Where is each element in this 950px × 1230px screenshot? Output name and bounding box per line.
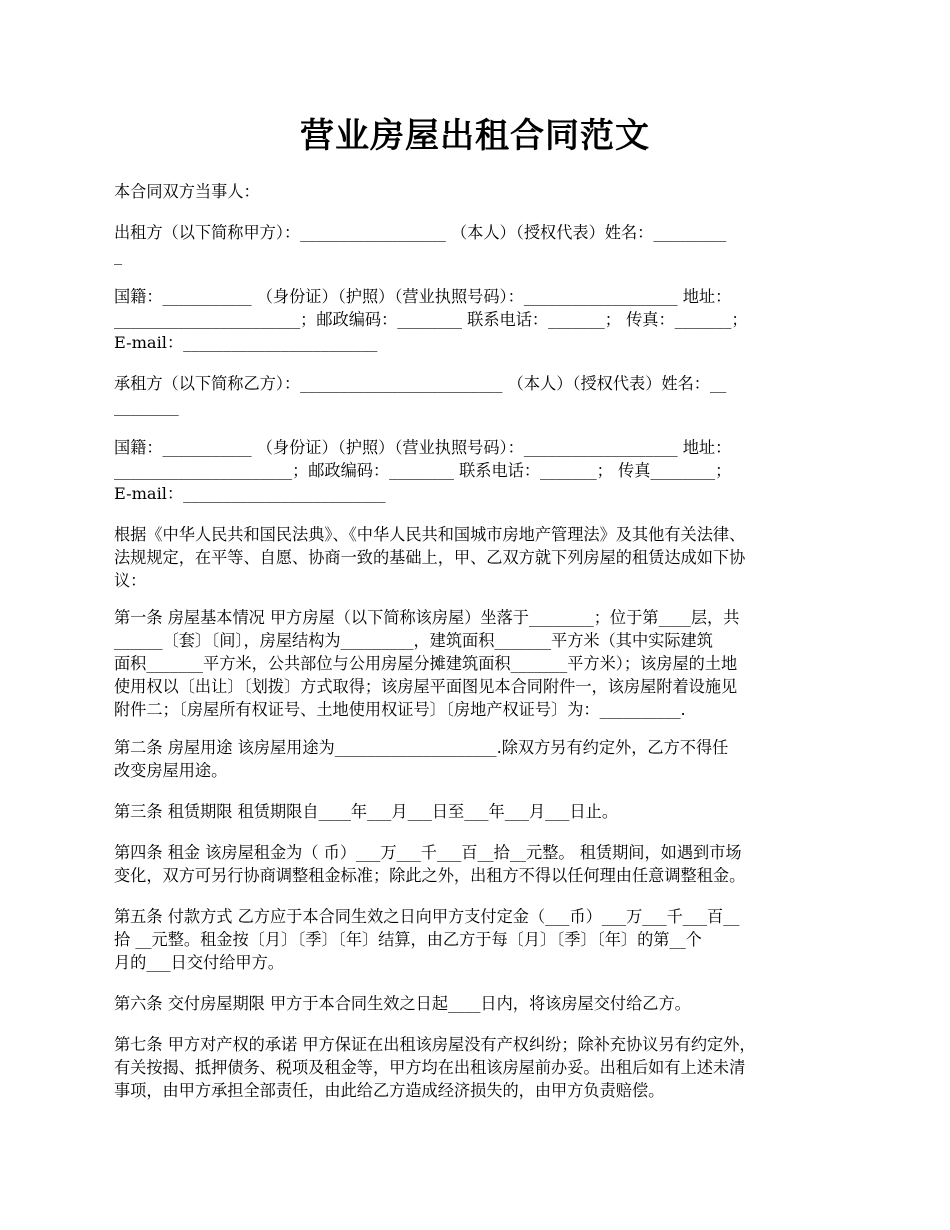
clause-2-property-use: 第二条 房屋用途 该房屋用途为____________________.除双方另有约定外，乙方不得任 改变房屋用途。 — [114, 738, 729, 780]
paragraph-lessor: 出租方（以下简称甲方）：__________________ （本人）（授权代表）姓名：_________ _ — [114, 223, 727, 265]
clause-6-delivery: 第六条 交付房屋期限 甲方于本合同生效之日起____日内，将该房屋交付给乙方。 — [114, 994, 691, 1013]
clause-4-rent: 第四条 租金 该房屋租金为（ 币）___万___千___百__拾__元整。 租赁期间，如遇到市场 变化，双方可另行协商调整租金标准；除此之外，出租方不得以任何理由任意调整租金。 — [114, 843, 746, 885]
clause-5-payment: 第五条 付款方式 乙方应于本合同生效之日向甲方支付定金（___币）___万___千___百__ 拾 __元整。租金按〔月〕〔季〕〔年〕结算，由乙方于每〔月〕〔季〕〔年〕的第__个 月的___日交付给甲方。 — [114, 907, 740, 972]
paragraph-lessee: 承租方（以下简称乙方）：_________________________ （本人）（授权代表）姓名：__ ________ — [114, 374, 727, 416]
clause-3-lease-term: 第三条 租赁期限 租赁期限自____年___月___日至___年___月___日止。 — [114, 802, 619, 821]
paragraph-lessor-details: 国籍：___________ （身份证）（护照）（营业执照号码）：___________________ 地址： _______________________；邮政编码：________ 联系电话：_______； 传真：_______； E-mail：________________________ — [114, 287, 748, 352]
clause-7-title-warranty: 第七条 甲方对产权的承诺 甲方保证在出租该房屋没有产权纠纷；除补充协议另有约定外， 有关按揭、抵押债务、税项及租金等，甲方均在出租该房屋前办妥。出租后如有上述未清 事项，由甲方承担全部责任，由此给乙方造成经济损失的，由甲方负责赔偿。 — [114, 1035, 756, 1100]
clause-1-property-info: 第一条 房屋基本情况 甲方房屋（以下简称该房屋）坐落于________；位于第____层，共 ______〔套〕〔间〕，房屋结构为_________，建筑面积_______平方米（其中实际建筑 面积_______平方米，公共部位与公用房屋分摊建筑面积_______平方米）；该房屋的土地 使用权以〔出让〕〔划拨〕方式取得；该房屋平面图见本合同附件一，该房屋附着设施见 附件二；〔房屋所有权证号、土地使用权证号〕〔房地产权证号〕为：__________. — [114, 608, 740, 719]
paragraph-lessee-details: 国籍：___________ （身份证）（护照）（营业执照号码）：___________________ 地址： ______________________；邮政编码：________ 联系电话：_______； 传真________； E-mail：_________________________ — [114, 438, 732, 503]
paragraph-parties-intro: 本合同双方当事人： — [114, 182, 260, 201]
document-title: 营业房屋出租合同范文 — [300, 116, 650, 156]
paragraph-legal-basis: 根据《中华人民共和国民法典》、《中华人民共和国城市房地产管理法》及其他有关法律、 法规规定，在平等、自愿、协商一致的基础上，甲、乙双方就下列房屋的租赁达成如下协 议： — [114, 525, 746, 590]
